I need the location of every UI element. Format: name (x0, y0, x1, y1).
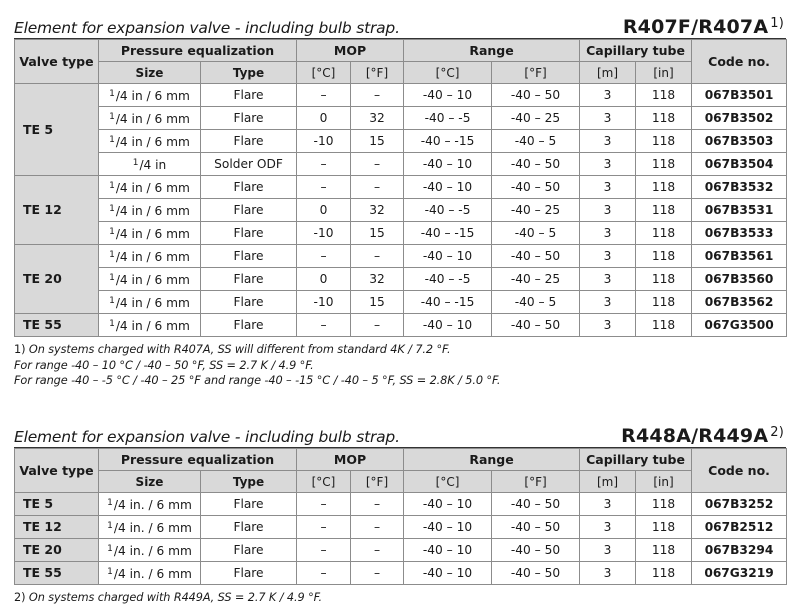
mop-c-cell: 0 (297, 199, 351, 222)
range-f-cell: -40 – 25 (492, 107, 580, 130)
mop-c-cell: – (297, 562, 351, 585)
mop-c-cell: – (297, 516, 351, 539)
section-header (14, 16, 786, 39)
size-text: /4 in. / 6 mm (113, 521, 192, 535)
header-range-c: [°C] (404, 471, 492, 493)
mop-f-cell: – (351, 493, 404, 516)
size-fraction: 1 (109, 273, 115, 283)
valve-table (14, 39, 787, 337)
range-c-cell: -40 – -15 (404, 291, 492, 314)
refrigerant-label (621, 425, 784, 447)
code-cell: 067B3504 (692, 153, 787, 176)
size-fraction: 1 (107, 544, 113, 554)
header-range-c: [°C] (404, 62, 492, 84)
table-row (15, 107, 787, 130)
table-row (15, 268, 787, 291)
size-fraction: 1 (109, 204, 115, 214)
mop-c-cell: – (297, 176, 351, 199)
mop-c-cell: – (297, 153, 351, 176)
mop-c-cell: 0 (297, 107, 351, 130)
code-cell: 067B3531 (692, 199, 787, 222)
code-cell: 067B3532 (692, 176, 787, 199)
header-range: Range (404, 40, 580, 62)
valve-type-cell: TE 5 (15, 493, 99, 516)
code-cell: 067B3252 (692, 493, 787, 516)
footnote-text: For range -40 – -5 °C / -40 – 25 °F and range -40 – -15 °C / -40 – 5 °F, SS = 2.8K / 5.0 °F. (14, 374, 501, 387)
range-f-cell: -40 – 50 (492, 84, 580, 107)
range-f-cell: -40 – 50 (492, 176, 580, 199)
range-f-cell: -40 – 50 (492, 562, 580, 585)
footnote-line (14, 590, 786, 606)
capillary-m-cell: 3 (580, 84, 636, 107)
mop-f-cell: 32 (351, 268, 404, 291)
size-text: /4 in / 6 mm (115, 204, 190, 218)
code-cell: 067G3219 (692, 562, 787, 585)
refrigerant-name: R448A/R449A (621, 425, 769, 447)
range-f-cell: -40 – 50 (492, 493, 580, 516)
range-c-cell: -40 – 10 (404, 539, 492, 562)
size-fraction: 1 (109, 227, 115, 237)
mop-c-cell: -10 (297, 222, 351, 245)
range-c-cell: -40 – -15 (404, 130, 492, 153)
header-cap-in: [in] (636, 471, 692, 493)
size-cell (99, 107, 201, 130)
size-text: /4 in (139, 158, 167, 172)
size-fraction: 1 (109, 250, 115, 260)
range-f-cell: -40 – 50 (492, 539, 580, 562)
capillary-in-cell: 118 (636, 107, 692, 130)
valve-type-cell: TE 5 (15, 84, 99, 176)
footnote-text: On systems charged with R449A, SS = 2.7 K / 4.9 °F. (25, 591, 323, 604)
refrigerant-note: 1) (770, 16, 784, 31)
range-c-cell: -40 – 10 (404, 314, 492, 337)
size-cell (99, 245, 201, 268)
size-text: /4 in / 6 mm (115, 250, 190, 264)
capillary-m-cell: 3 (580, 176, 636, 199)
table-row (15, 539, 787, 562)
valve-type-cell: TE 12 (15, 176, 99, 245)
capillary-m-cell: 3 (580, 516, 636, 539)
range-c-cell: -40 – -5 (404, 107, 492, 130)
type-cell: Flare (201, 291, 297, 314)
valve-type-cell: TE 20 (15, 539, 99, 562)
capillary-in-cell: 118 (636, 539, 692, 562)
header-range-f: [°F] (492, 471, 580, 493)
capillary-in-cell: 118 (636, 245, 692, 268)
header-size: Size (99, 471, 201, 493)
size-fraction: 1 (109, 89, 115, 99)
capillary-in-cell: 118 (636, 199, 692, 222)
capillary-in-cell: 118 (636, 268, 692, 291)
table-row (15, 130, 787, 153)
size-text: /4 in. / 6 mm (113, 567, 192, 581)
table-row (15, 84, 787, 107)
header-cap-m: [m] (580, 62, 636, 84)
code-cell: 067B3562 (692, 291, 787, 314)
code-cell: 067B3503 (692, 130, 787, 153)
mop-c-cell: – (297, 539, 351, 562)
refrigerant-name: R407F/R407A (622, 16, 769, 38)
range-c-cell: -40 – 10 (404, 84, 492, 107)
capillary-in-cell: 118 (636, 153, 692, 176)
capillary-m-cell: 3 (580, 268, 636, 291)
range-c-cell: -40 – 10 (404, 176, 492, 199)
type-cell: Flare (201, 222, 297, 245)
code-cell: 067G3500 (692, 314, 787, 337)
mop-f-cell: 15 (351, 130, 404, 153)
code-cell: 067B3533 (692, 222, 787, 245)
size-fraction: 1 (132, 158, 139, 168)
range-c-cell: -40 – -15 (404, 222, 492, 245)
mop-f-cell: – (351, 84, 404, 107)
size-text: /4 in / 6 mm (115, 296, 190, 310)
code-cell: 067B3294 (692, 539, 787, 562)
capillary-m-cell: 3 (580, 539, 636, 562)
capillary-m-cell: 3 (580, 107, 636, 130)
mop-f-cell: – (351, 516, 404, 539)
capillary-in-cell: 118 (636, 562, 692, 585)
header-range: Range (404, 449, 580, 471)
type-cell: Flare (201, 314, 297, 337)
capillary-m-cell: 3 (580, 245, 636, 268)
mop-f-cell: 32 (351, 199, 404, 222)
footnotes (14, 342, 786, 389)
footnote-text: For range -40 – 10 °C / -40 – 50 °F, SS = 2.7 K / 4.9 °F. (14, 358, 314, 372)
table-row (15, 222, 787, 245)
size-text: /4 in. / 6 mm (113, 498, 192, 512)
capillary-m-cell: 3 (580, 562, 636, 585)
section-title: Element for expansion valve - including bulb strap. (14, 428, 400, 446)
table-body (15, 493, 787, 585)
mop-f-cell: – (351, 245, 404, 268)
type-cell: Flare (201, 199, 297, 222)
header-code: Code no. (692, 40, 787, 84)
capillary-m-cell: 3 (580, 291, 636, 314)
size-cell (99, 153, 201, 176)
range-c-cell: -40 – 10 (404, 493, 492, 516)
code-cell: 067B3502 (692, 107, 787, 130)
capillary-in-cell: 118 (636, 493, 692, 516)
table-row (15, 493, 787, 516)
size-cell (99, 516, 201, 539)
size-text: /4 in / 6 mm (115, 227, 190, 241)
header-size: Size (99, 62, 201, 84)
size-cell (99, 222, 201, 245)
refrigerant-label (623, 16, 784, 38)
mop-f-cell: 15 (351, 222, 404, 245)
header-code: Code no. (692, 449, 787, 493)
table-row (15, 199, 787, 222)
capillary-m-cell: 3 (580, 222, 636, 245)
capillary-in-cell: 118 (636, 130, 692, 153)
size-fraction: 1 (109, 319, 115, 329)
mop-c-cell: 0 (297, 268, 351, 291)
capillary-in-cell: 118 (636, 222, 692, 245)
mop-f-cell: – (351, 314, 404, 337)
capillary-in-cell: 118 (636, 291, 692, 314)
section-header (14, 425, 786, 448)
capillary-m-cell: 3 (580, 130, 636, 153)
size-text: /4 in / 6 mm (115, 135, 190, 149)
table-row (15, 153, 787, 176)
size-cell (99, 539, 201, 562)
footnote-number: 2) (14, 591, 26, 604)
range-c-cell: -40 – 10 (404, 516, 492, 539)
mop-c-cell: – (297, 245, 351, 268)
section-title: Element for expansion valve - including bulb strap. (14, 19, 400, 37)
size-cell (99, 84, 201, 107)
type-cell: Flare (201, 130, 297, 153)
size-cell (99, 199, 201, 222)
footnote-line (14, 373, 786, 389)
size-text: /4 in / 6 mm (115, 112, 190, 126)
header-capillary: Capillary tube (580, 40, 692, 62)
capillary-in-cell: 118 (636, 84, 692, 107)
size-cell (99, 268, 201, 291)
size-text: /4 in. / 6 mm (113, 544, 192, 558)
table-row (15, 516, 787, 539)
size-text: /4 in / 6 mm (115, 319, 190, 333)
range-c-cell: -40 – 10 (404, 562, 492, 585)
range-c-cell: -40 – 10 (404, 245, 492, 268)
header-type: Type (201, 62, 297, 84)
footnote-line (14, 342, 786, 358)
range-f-cell: -40 – 5 (492, 130, 580, 153)
header-mop-c: [°C] (297, 62, 351, 84)
mop-f-cell: – (351, 153, 404, 176)
size-fraction: 1 (107, 521, 113, 531)
range-f-cell: -40 – 5 (492, 222, 580, 245)
header-valve-type: Valve type (15, 40, 99, 84)
range-c-cell: -40 – -5 (404, 199, 492, 222)
range-f-cell: -40 – 50 (492, 153, 580, 176)
capillary-in-cell: 118 (636, 176, 692, 199)
type-cell: Flare (201, 268, 297, 291)
mop-c-cell: – (297, 314, 351, 337)
header-mop-f: [°F] (351, 62, 404, 84)
header-valve-type: Valve type (15, 449, 99, 493)
header-cap-m: [m] (580, 471, 636, 493)
header-capillary: Capillary tube (580, 449, 692, 471)
range-f-cell: -40 – 25 (492, 199, 580, 222)
valve-table (14, 448, 787, 585)
table-row (15, 562, 787, 585)
type-cell: Flare (201, 84, 297, 107)
range-f-cell: -40 – 50 (492, 516, 580, 539)
header-mop-c: [°C] (297, 471, 351, 493)
code-cell: 067B3560 (692, 268, 787, 291)
section-r407 (14, 16, 786, 389)
type-cell: Flare (201, 107, 297, 130)
size-text: /4 in / 6 mm (115, 273, 190, 287)
footnote-text: On systems charged with R407A, SS will different from standard 4K / 7.2 °F. (25, 343, 451, 356)
type-cell: Flare (201, 176, 297, 199)
header-mop: MOP (297, 40, 404, 62)
valve-type-cell: TE 12 (15, 516, 99, 539)
range-f-cell: -40 – 5 (492, 291, 580, 314)
footnotes (14, 590, 786, 606)
capillary-m-cell: 3 (580, 199, 636, 222)
header-pressure-eq: Pressure equalization (99, 449, 297, 471)
size-fraction: 1 (109, 112, 115, 122)
valve-type-cell: TE 20 (15, 245, 99, 314)
range-f-cell: -40 – 25 (492, 268, 580, 291)
type-cell: Flare (201, 245, 297, 268)
size-text: /4 in / 6 mm (115, 89, 190, 103)
section-r448 (14, 425, 786, 606)
size-fraction: 1 (109, 135, 115, 145)
range-f-cell: -40 – 50 (492, 245, 580, 268)
mop-f-cell: – (351, 176, 404, 199)
capillary-m-cell: 3 (580, 493, 636, 516)
type-cell: Flare (201, 493, 297, 516)
table-body (15, 84, 787, 337)
size-cell (99, 130, 201, 153)
header-type: Type (201, 471, 297, 493)
header-mop-f: [°F] (351, 471, 404, 493)
code-cell: 067B3561 (692, 245, 787, 268)
code-cell: 067B3501 (692, 84, 787, 107)
size-fraction: 1 (109, 181, 115, 191)
mop-f-cell: – (351, 539, 404, 562)
header-cap-in: [in] (636, 62, 692, 84)
table-row (15, 176, 787, 199)
header-mop: MOP (297, 449, 404, 471)
table-row (15, 245, 787, 268)
capillary-in-cell: 118 (636, 314, 692, 337)
table-row (15, 314, 787, 337)
valve-type-cell: TE 55 (15, 562, 99, 585)
type-cell: Flare (201, 539, 297, 562)
mop-c-cell: – (297, 84, 351, 107)
range-c-cell: -40 – -5 (404, 268, 492, 291)
code-cell: 067B2512 (692, 516, 787, 539)
size-text: /4 in / 6 mm (115, 181, 190, 195)
mop-c-cell: -10 (297, 130, 351, 153)
footnote-line (14, 358, 786, 374)
size-cell (99, 291, 201, 314)
type-cell: Solder ODF (201, 153, 297, 176)
capillary-in-cell: 118 (636, 516, 692, 539)
header-pressure-eq: Pressure equalization (99, 40, 297, 62)
size-cell (99, 176, 201, 199)
valve-type-cell: TE 55 (15, 314, 99, 337)
mop-c-cell: – (297, 493, 351, 516)
type-cell: Flare (201, 516, 297, 539)
size-cell (99, 314, 201, 337)
mop-c-cell: -10 (297, 291, 351, 314)
capillary-m-cell: 3 (580, 314, 636, 337)
mop-f-cell: – (351, 562, 404, 585)
range-c-cell: -40 – 10 (404, 153, 492, 176)
footnote-number: 1) (14, 343, 26, 356)
type-cell: Flare (201, 562, 297, 585)
size-cell (99, 493, 201, 516)
mop-f-cell: 32 (351, 107, 404, 130)
header-range-f: [°F] (492, 62, 580, 84)
table-row (15, 291, 787, 314)
range-f-cell: -40 – 50 (492, 314, 580, 337)
refrigerant-note: 2) (770, 425, 784, 440)
mop-f-cell: 15 (351, 291, 404, 314)
size-fraction: 1 (109, 296, 115, 306)
capillary-m-cell: 3 (580, 153, 636, 176)
size-fraction: 1 (107, 567, 113, 577)
size-fraction: 1 (107, 498, 113, 508)
size-cell (99, 562, 201, 585)
